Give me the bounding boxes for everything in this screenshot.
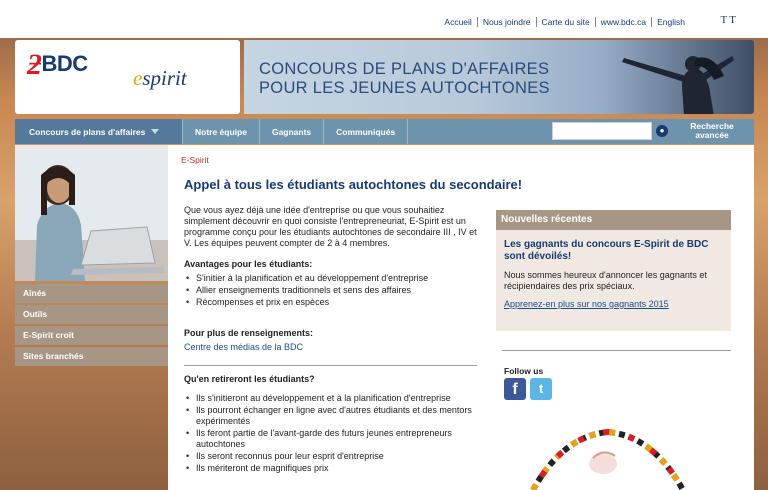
- breadcrumb[interactable]: E-Spirit: [181, 155, 209, 165]
- advantages-title: Avantages pour les étudiants:: [184, 259, 313, 269]
- advantages-list: [184, 273, 479, 308]
- top-links: [439, 17, 690, 27]
- header-banner: [244, 40, 754, 114]
- search-icon[interactable]: ●: [656, 125, 668, 137]
- list-item: • Ils feront partie de l'avant-garde des futurs jeunes entrepreneurs autochtones: [184, 428, 479, 450]
- list-item: • Ils seront reconnus pour leur esprit d'entreprise: [184, 451, 479, 462]
- benefits-section: [184, 374, 479, 475]
- divider: [502, 350, 731, 351]
- nav-item-team[interactable]: Notre équipe: [183, 119, 260, 144]
- list-item: • Ils pourront échanger en ligne avec d'autres étudiants et des mentors expérimentés: [184, 405, 479, 427]
- advantages-section: [184, 259, 479, 309]
- main-nav: [15, 119, 754, 144]
- banner-title: [259, 60, 550, 98]
- sidebar-item-elders[interactable]: Aînés: [15, 284, 168, 303]
- search-input[interactable]: [552, 122, 652, 140]
- top-utility-bar: [0, 0, 768, 38]
- banner-title-line2: POUR LES JEUNES AUTOCHTONES: [259, 79, 550, 97]
- espirit-logo: [133, 66, 187, 91]
- main-content: [168, 145, 754, 490]
- sidebar-item-linked-sites[interactable]: Sites branchés: [15, 347, 168, 366]
- bdc-swirl-icon: ƻ: [27, 48, 42, 81]
- twitter-icon[interactable]: t: [530, 378, 552, 400]
- student-photo: [15, 145, 168, 281]
- sitemap-link[interactable]: Carte du site: [536, 17, 595, 27]
- chevron-down-icon: [151, 129, 159, 134]
- nav-item-press[interactable]: Communiqués: [324, 119, 408, 144]
- follow-us-label: Follow us: [504, 366, 544, 376]
- intro-text: Que vous ayez déjà une idée d'entreprise ou que vous souhaitiez simplement découvrir en quoi consiste l'entrepreneuriat, E-Spirit est un programme conçu pour les étudiants autochtones de secondaire III , IV et V. Les équipes peuvent compter de 2 à 4 membres.: [184, 205, 477, 248]
- news-title[interactable]: Les gagnants du concours E-Spirit de BDC sont dévoilés!: [504, 239, 709, 262]
- list-item: • Ils mériteront de magnifiques prix: [184, 463, 479, 474]
- list-item: • S'initier à la planification et au développement d'entreprise: [184, 273, 479, 284]
- contact-link[interactable]: Nous joindre: [477, 17, 536, 27]
- nav-item-contest-label: Concours de plans d'affaires: [29, 126, 146, 137]
- benefits-title: Qu'en retireront les étudiants?: [184, 374, 315, 384]
- more-info-title: Pour plus de renseignements:: [184, 328, 314, 338]
- medicine-wheel-art-image: [523, 428, 693, 490]
- winners-link[interactable]: Apprenez-en plus sur nos gagnants 2015: [504, 299, 669, 309]
- nav-item-winners[interactable]: Gagnants: [260, 119, 324, 144]
- divider: [184, 365, 477, 366]
- news-header: Nouvelles récentes: [496, 210, 731, 230]
- espirit-logo-text: spirit: [142, 66, 187, 90]
- home-link[interactable]: Accueil: [444, 17, 472, 27]
- espirit-sun-icon: e: [133, 66, 143, 90]
- page-title: Appel à tous les étudiants autochtones du secondaire!: [184, 177, 523, 192]
- student-laptop-image: [15, 145, 168, 281]
- nav-item-contest[interactable]: [15, 119, 183, 144]
- news-body: Nous sommes heureux d'annoncer les gagnants et récipiendaires des prix spéciaux.: [504, 270, 707, 291]
- logo-area[interactable]: [15, 40, 240, 114]
- advanced-search-line2: avancée: [695, 130, 729, 140]
- bdc-logo: [27, 48, 88, 82]
- benefits-list: [184, 393, 479, 474]
- list-item: • Ils s'initieront au développement et à la planification d'entreprise: [184, 393, 479, 404]
- sidebar-item-tools[interactable]: Outils: [15, 305, 168, 324]
- list-item: • Allier enseignements traditionnels et sens des affaires: [184, 285, 479, 296]
- advanced-search-link[interactable]: [673, 122, 751, 140]
- side-nav: [15, 284, 168, 368]
- more-info-section: [184, 328, 479, 353]
- sidebar-item-espirit-grows[interactable]: E-Spirit croît: [15, 326, 168, 345]
- list-item: • Récompenses et prix en espèces: [184, 297, 479, 308]
- facebook-icon[interactable]: f: [504, 378, 526, 400]
- raised-arms-figure-image: [564, 46, 734, 114]
- bdc-site-link[interactable]: www.bdc.ca: [595, 17, 651, 27]
- media-centre-link[interactable]: Centre des médias de la BDC: [184, 342, 304, 352]
- banner-title-line1: CONCOURS DE PLANS D'AFFAIRES: [259, 60, 550, 78]
- bdc-logo-text: BDC: [41, 51, 88, 76]
- text-size-icon[interactable]: TT: [720, 14, 738, 26]
- news-box: [496, 210, 731, 331]
- english-link[interactable]: English: [651, 17, 690, 27]
- advanced-search-line1: Recherche: [690, 121, 734, 131]
